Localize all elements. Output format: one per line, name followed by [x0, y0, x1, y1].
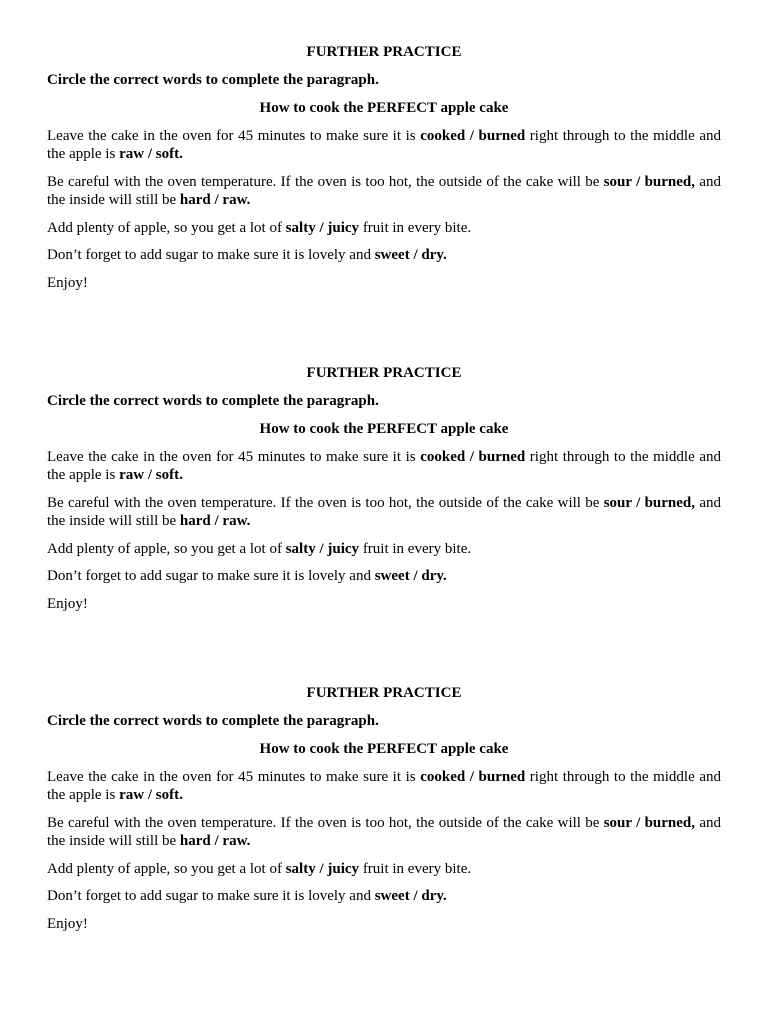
- plain-text: Be careful with the oven temperature. If the oven is too hot, the outside of the cake will be: [47, 173, 604, 190]
- practice-section-3: [47, 684, 721, 933]
- plain-text: right through to the middle and the apple is: [47, 127, 721, 162]
- plain-text: and the inside will still be: [47, 173, 721, 208]
- section-heading: FURTHER PRACTICE: [306, 44, 462, 60]
- paragraph-apple: [47, 860, 721, 879]
- instruction-text: Circle the correct words to complete the paragraph.: [47, 392, 379, 409]
- section-heading: FURTHER PRACTICE: [306, 365, 462, 381]
- recipe-title: How to cook the PERFECT apple cake: [259, 99, 509, 116]
- paragraph-apple: [47, 540, 721, 559]
- paragraph-sugar: [47, 567, 721, 586]
- recipe-title: How to cook the PERFECT apple cake: [259, 740, 509, 757]
- practice-section-1: [47, 43, 721, 292]
- plain-text: fruit in every bite.: [359, 540, 472, 557]
- word-choice[interactable]: raw / soft.: [119, 787, 183, 803]
- paragraph-cooking-time: [47, 127, 721, 164]
- paragraph-sugar: [47, 246, 721, 265]
- word-choice[interactable]: salty / juicy: [285, 540, 360, 557]
- paragraph-cooking-time: [47, 768, 721, 805]
- plain-text: Leave the cake in the oven for 45 minutes to make sure it is: [47, 768, 421, 785]
- word-choice[interactable]: sour / burned,: [603, 494, 696, 511]
- practice-section-2: [47, 364, 721, 613]
- paragraph-sugar: [47, 887, 721, 906]
- plain-text: Add plenty of apple, so you get a lot of: [47, 219, 286, 236]
- instruction-text: Circle the correct words to complete the paragraph.: [47, 71, 379, 88]
- word-choice[interactable]: hard / raw.: [179, 192, 251, 208]
- paragraph-oven-temperature: [47, 173, 721, 210]
- word-choice[interactable]: hard / raw.: [179, 513, 251, 529]
- plain-text: Add plenty of apple, so you get a lot of: [47, 860, 286, 877]
- plain-text: fruit in every bite.: [359, 860, 472, 877]
- word-choice[interactable]: cooked / burned: [420, 127, 526, 144]
- word-choice[interactable]: cooked / burned: [420, 768, 526, 785]
- plain-text: right through to the middle and the apple is: [47, 448, 721, 483]
- plain-text: fruit in every bite.: [359, 219, 472, 236]
- plain-text: and the inside will still be: [47, 494, 721, 529]
- plain-text: Don’t forget to add sugar to make sure it is lovely and: [47, 888, 375, 904]
- plain-text: and the inside will still be: [47, 814, 721, 849]
- word-choice[interactable]: raw / soft.: [119, 467, 183, 483]
- section-heading: FURTHER PRACTICE: [306, 685, 462, 701]
- plain-text: Don’t forget to add sugar to make sure it is lovely and: [47, 247, 375, 263]
- word-choice[interactable]: sweet / dry.: [374, 888, 447, 904]
- word-choice[interactable]: sweet / dry.: [374, 568, 447, 584]
- closing-text: Enjoy!: [47, 915, 88, 932]
- word-choice[interactable]: raw / soft.: [119, 146, 183, 162]
- word-choice[interactable]: sour / burned,: [603, 173, 696, 190]
- plain-text: Be careful with the oven temperature. If the oven is too hot, the outside of the cake will be: [47, 494, 604, 511]
- closing-text: Enjoy!: [47, 274, 88, 291]
- plain-text: Be careful with the oven temperature. If the oven is too hot, the outside of the cake will be: [47, 814, 604, 831]
- word-choice[interactable]: sour / burned,: [603, 814, 696, 831]
- plain-text: Add plenty of apple, so you get a lot of: [47, 540, 286, 557]
- paragraph-cooking-time: [47, 448, 721, 485]
- paragraph-oven-temperature: [47, 494, 721, 531]
- word-choice[interactable]: cooked / burned: [420, 448, 526, 465]
- paragraph-apple: [47, 219, 721, 238]
- word-choice[interactable]: salty / juicy: [285, 219, 360, 236]
- plain-text: right through to the middle and the apple is: [47, 768, 721, 803]
- word-choice[interactable]: salty / juicy: [285, 860, 360, 877]
- recipe-title: How to cook the PERFECT apple cake: [259, 420, 509, 437]
- word-choice[interactable]: sweet / dry.: [374, 247, 447, 263]
- plain-text: Leave the cake in the oven for 45 minutes to make sure it is: [47, 127, 421, 144]
- instruction-text: Circle the correct words to complete the paragraph.: [47, 712, 379, 729]
- paragraph-oven-temperature: [47, 814, 721, 851]
- plain-text: Don’t forget to add sugar to make sure it is lovely and: [47, 568, 375, 584]
- word-choice[interactable]: hard / raw.: [179, 833, 251, 849]
- plain-text: Leave the cake in the oven for 45 minutes to make sure it is: [47, 448, 421, 465]
- closing-text: Enjoy!: [47, 595, 88, 612]
